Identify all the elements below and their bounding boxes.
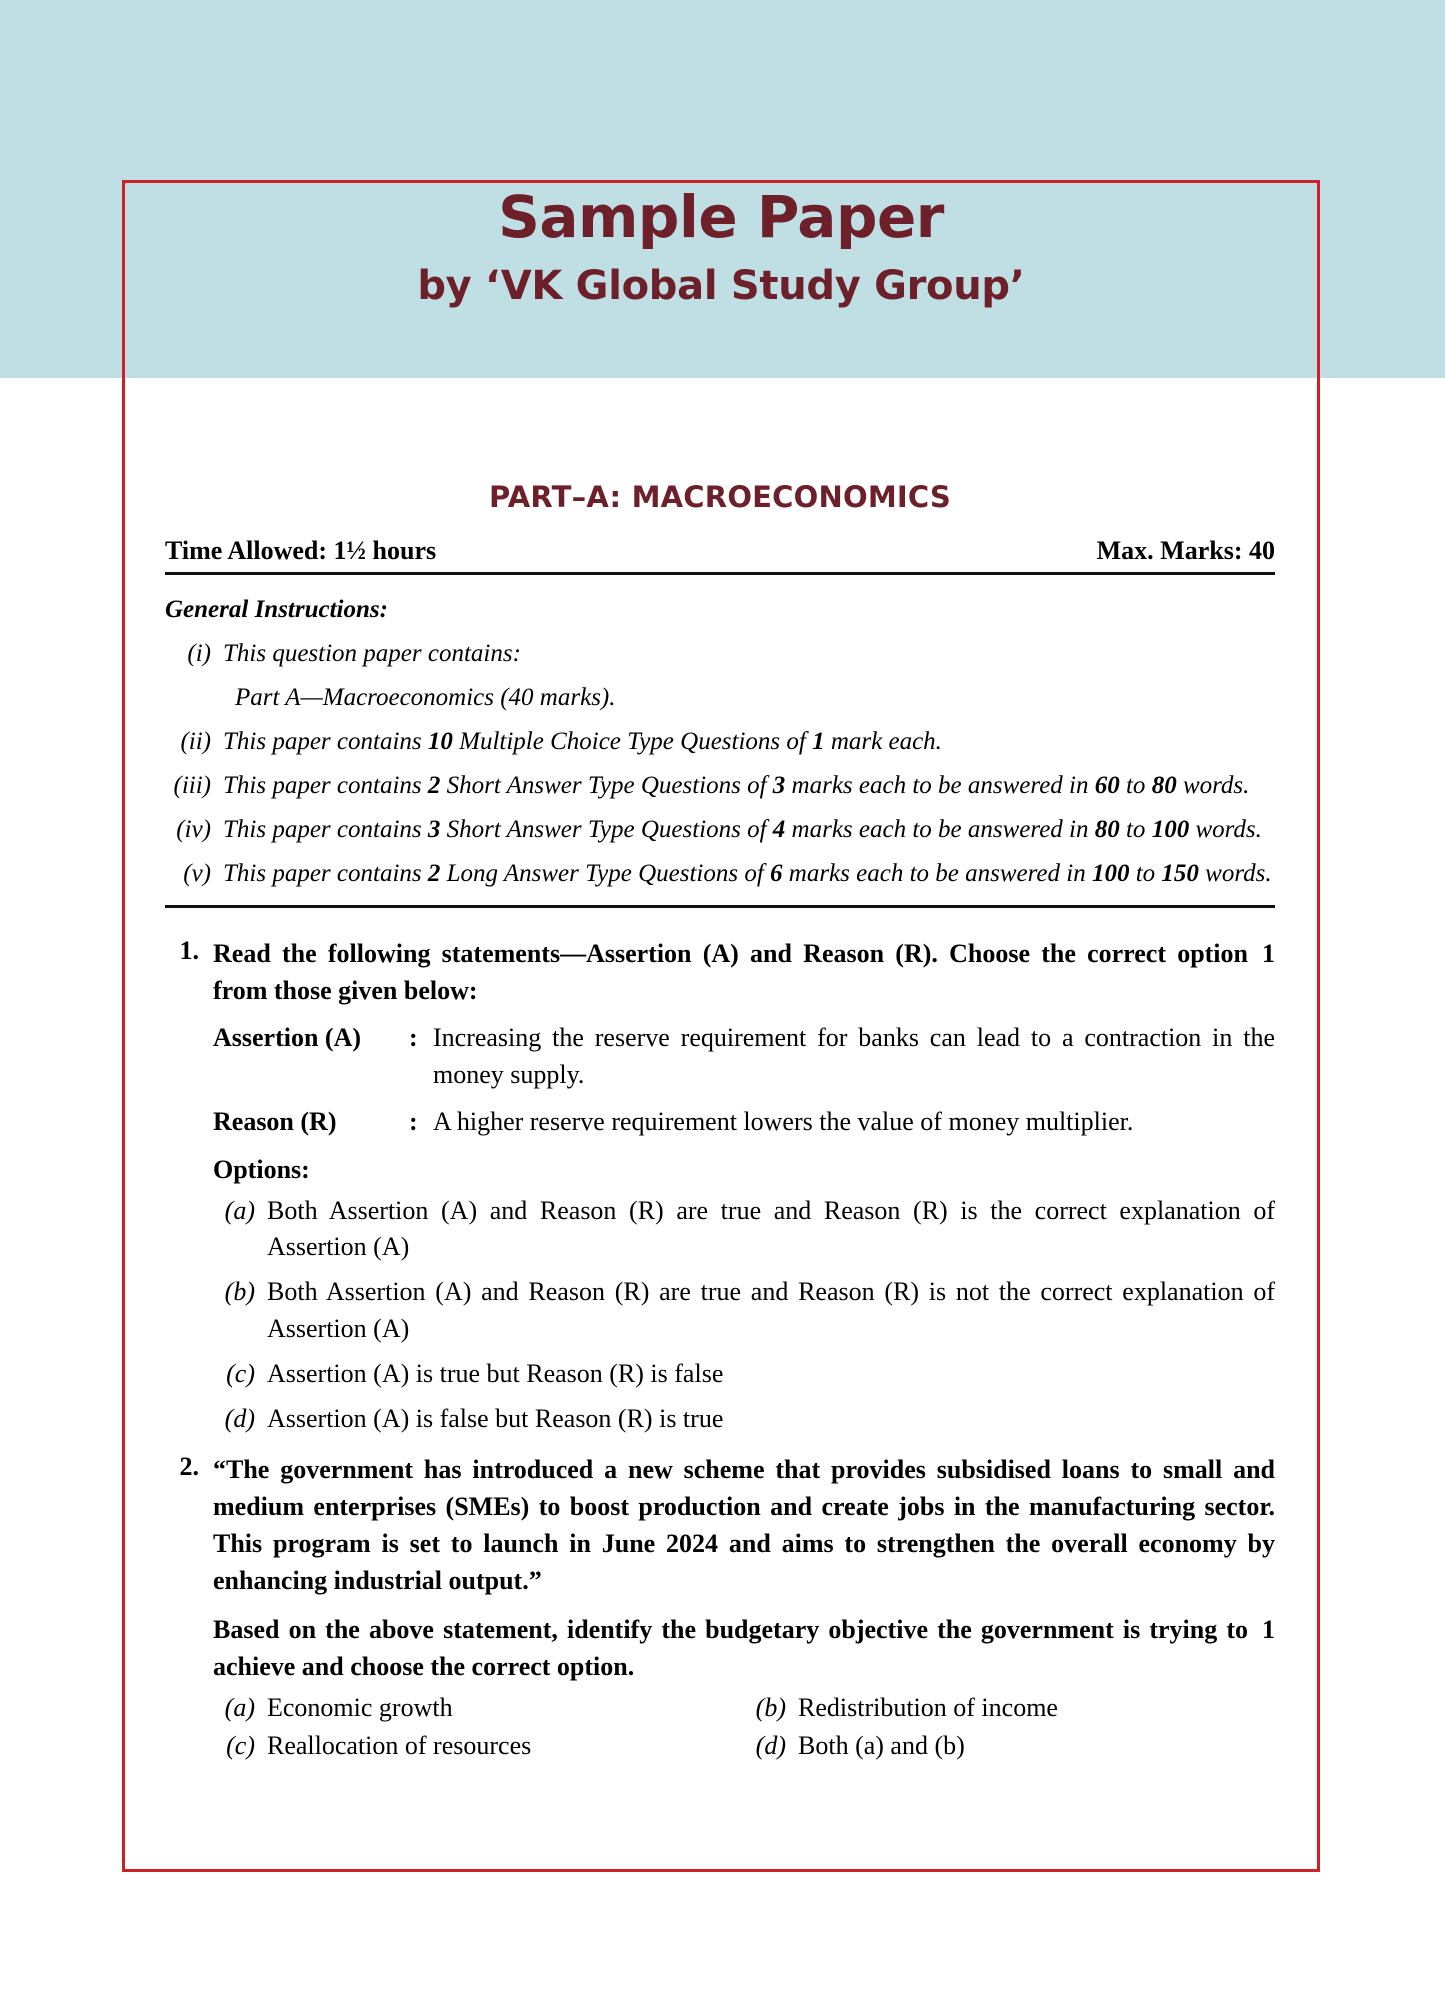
question-1-body	[213, 1020, 1275, 1438]
banner	[122, 183, 1320, 309]
instr-post: words.	[1176, 772, 1250, 799]
general-instructions	[165, 593, 1275, 891]
instr-bold-3: 80	[1094, 816, 1120, 843]
option-key: (c)	[226, 1359, 255, 1389]
instr-pre: This paper contains	[223, 860, 428, 887]
instruction-item-i	[165, 637, 1275, 671]
instructions-title: General Instructions:	[165, 596, 388, 623]
instr-bold-4: 100	[1151, 816, 1190, 843]
instr-mid-1: Short Answer Type Questions of	[440, 816, 773, 843]
question-1-number: 1.	[179, 936, 199, 965]
assertion-label: Assertion (A)	[213, 1022, 362, 1052]
question-1-marks: 1	[1262, 939, 1275, 968]
question-1-option-c[interactable]	[213, 1356, 1275, 1393]
option-key: (d)	[755, 1731, 786, 1761]
instr-bold-1: 10	[427, 728, 453, 755]
instruction-number: (iii)	[173, 772, 211, 799]
question-1-stem	[213, 936, 1275, 1010]
exam-meta-row	[165, 536, 1275, 572]
instr-bold-4: 80	[1151, 772, 1177, 799]
instruction-text	[223, 813, 1275, 847]
assertion-line	[213, 1020, 1275, 1094]
questions-list	[165, 936, 1275, 1761]
instr-mid-3: to	[1129, 860, 1162, 887]
instr-bold-3: 100	[1091, 860, 1130, 887]
instruction-text: This question paper contains:	[223, 640, 521, 667]
question-2-options-row-2	[213, 1731, 1275, 1761]
paper-subtitle: by ‘VK Global Study Group’	[417, 263, 1025, 309]
divider-bottom	[165, 905, 1275, 908]
instr-bold-2: 4	[772, 816, 786, 843]
instr-mid-3: to	[1119, 772, 1152, 799]
instr-bold-1: 3	[427, 816, 441, 843]
option-key: (a)	[224, 1693, 255, 1723]
time-allowed: Time Allowed: 1½ hours	[165, 536, 437, 565]
question-2-substem-text: Based on the above statement, identify the budgetary objective the government is trying to achieve and choose the correct option.	[213, 1614, 1248, 1681]
option-text: Both Assertion (A) and Reason (R) are true and Reason (R) is not the correct explanation of Assertion (A)	[267, 1277, 1275, 1344]
option-text: Both Assertion (A) and Reason (R) are true and Reason (R) is the correct explanation of Assertion (A)	[267, 1195, 1275, 1262]
instr-bold-2: 1	[812, 728, 825, 755]
reason-line	[213, 1104, 1275, 1141]
option-key: (b)	[755, 1693, 786, 1723]
divider-top	[165, 572, 1275, 575]
option-text: Assertion (A) is false but Reason (R) is true	[267, 1404, 724, 1434]
assertion-text: Increasing the reserve requirement for banks can lead to a contraction in the money supply.	[433, 1022, 1275, 1089]
question-2-option-d[interactable]	[744, 1731, 1275, 1761]
option-text: Reallocation of resources	[267, 1731, 532, 1761]
instruction-item-ii	[165, 725, 1275, 759]
reason-text: A higher reserve requirement lowers the value of money multiplier.	[433, 1106, 1134, 1136]
question-1	[165, 936, 1275, 1438]
option-key: (d)	[224, 1404, 255, 1434]
paper-title: Sample Paper	[498, 183, 944, 251]
question-2-option-a[interactable]	[213, 1693, 744, 1723]
reason-label: Reason (R)	[213, 1106, 337, 1136]
instr-bold-4: 150	[1161, 860, 1199, 887]
instruction-item-iv	[165, 813, 1275, 847]
instruction-subtext-part-a: Part A—Macroeconomics (40 marks).	[235, 684, 616, 711]
option-key: (a)	[224, 1195, 255, 1225]
instr-bold-3: 60	[1094, 772, 1120, 799]
instruction-item-iii	[165, 769, 1275, 803]
option-text: Redistribution of income	[798, 1693, 1058, 1723]
question-1-option-b[interactable]	[213, 1274, 1275, 1348]
instr-mid-1: Long Answer Type Questions of	[440, 860, 771, 887]
paper-content	[165, 480, 1275, 1767]
instr-post: mark each.	[824, 728, 942, 755]
instruction-text	[223, 857, 1275, 891]
option-text: Economic growth	[267, 1693, 453, 1723]
reason-colon: :	[409, 1106, 418, 1136]
instr-post: words.	[1189, 816, 1262, 843]
question-2-option-c[interactable]	[213, 1731, 744, 1761]
instr-bold-1: 2	[427, 772, 441, 799]
instr-pre: This paper contains	[223, 728, 428, 755]
instr-mid-2: marks each to be answered in	[785, 772, 1095, 799]
assertion-colon: :	[409, 1022, 418, 1052]
question-1-stem-text: Read the following statements—Assertion (A) and Reason (R). Choose the correct option from those given below:	[213, 939, 1248, 1005]
instr-bold-2: 6	[770, 860, 783, 887]
question-2-substem	[213, 1612, 1275, 1686]
question-2-stem: “The government has introduced a new scheme that provides subsidised loans to small and medium enterprises (SMEs) to boost production and create jobs in the manufacturing sector. This program is set to launch in June 2024 and aims to strengthen the overall economy by enhancing industrial output.”	[213, 1454, 1275, 1595]
instruction-text	[223, 725, 1275, 759]
part-heading: PART–A: MACROECONOMICS	[488, 480, 951, 514]
question-1-stem-row	[165, 936, 1275, 1010]
instr-pre: This paper contains	[223, 816, 428, 843]
instruction-number: (v)	[183, 860, 211, 887]
question-1-option-d[interactable]	[213, 1401, 1275, 1438]
instr-post: words.	[1198, 860, 1272, 887]
instr-pre: This paper contains	[223, 772, 428, 799]
option-text: Assertion (A) is true but Reason (R) is false	[267, 1359, 724, 1389]
instr-bold-1: 2	[427, 860, 441, 887]
instr-mid-2: marks each to be answered in	[785, 816, 1095, 843]
question-2	[165, 1452, 1275, 1761]
option-text: Both (a) and (b)	[798, 1731, 965, 1761]
question-2-options-row-1	[213, 1693, 1275, 1723]
instruction-text	[223, 769, 1275, 803]
instr-bold-2: 3	[772, 772, 786, 799]
question-1-option-a[interactable]	[213, 1193, 1275, 1267]
question-2-number: 2.	[179, 1451, 199, 1481]
option-key: (c)	[226, 1731, 255, 1761]
option-key: (b)	[224, 1277, 255, 1307]
question-2-stem-row	[165, 1452, 1275, 1600]
max-marks: Max. Marks: 40	[1096, 536, 1275, 565]
question-2-body	[213, 1612, 1275, 1762]
instruction-number: (iv)	[176, 816, 211, 843]
options-label: Options:	[213, 1154, 310, 1184]
instruction-number: (ii)	[180, 728, 211, 755]
instr-mid-3: to	[1119, 816, 1152, 843]
instruction-item-v	[165, 857, 1275, 891]
question-2-marks: 1	[1262, 1614, 1275, 1644]
question-2-option-b[interactable]	[744, 1693, 1275, 1723]
instr-mid-1: Multiple Choice Type Questions of	[452, 728, 813, 755]
instr-mid-1: Short Answer Type Questions of	[440, 772, 773, 799]
divider-bottom-wrap	[165, 905, 1275, 908]
instruction-number: (i)	[187, 640, 211, 667]
instr-mid-2: marks each to be answered in	[782, 860, 1092, 887]
